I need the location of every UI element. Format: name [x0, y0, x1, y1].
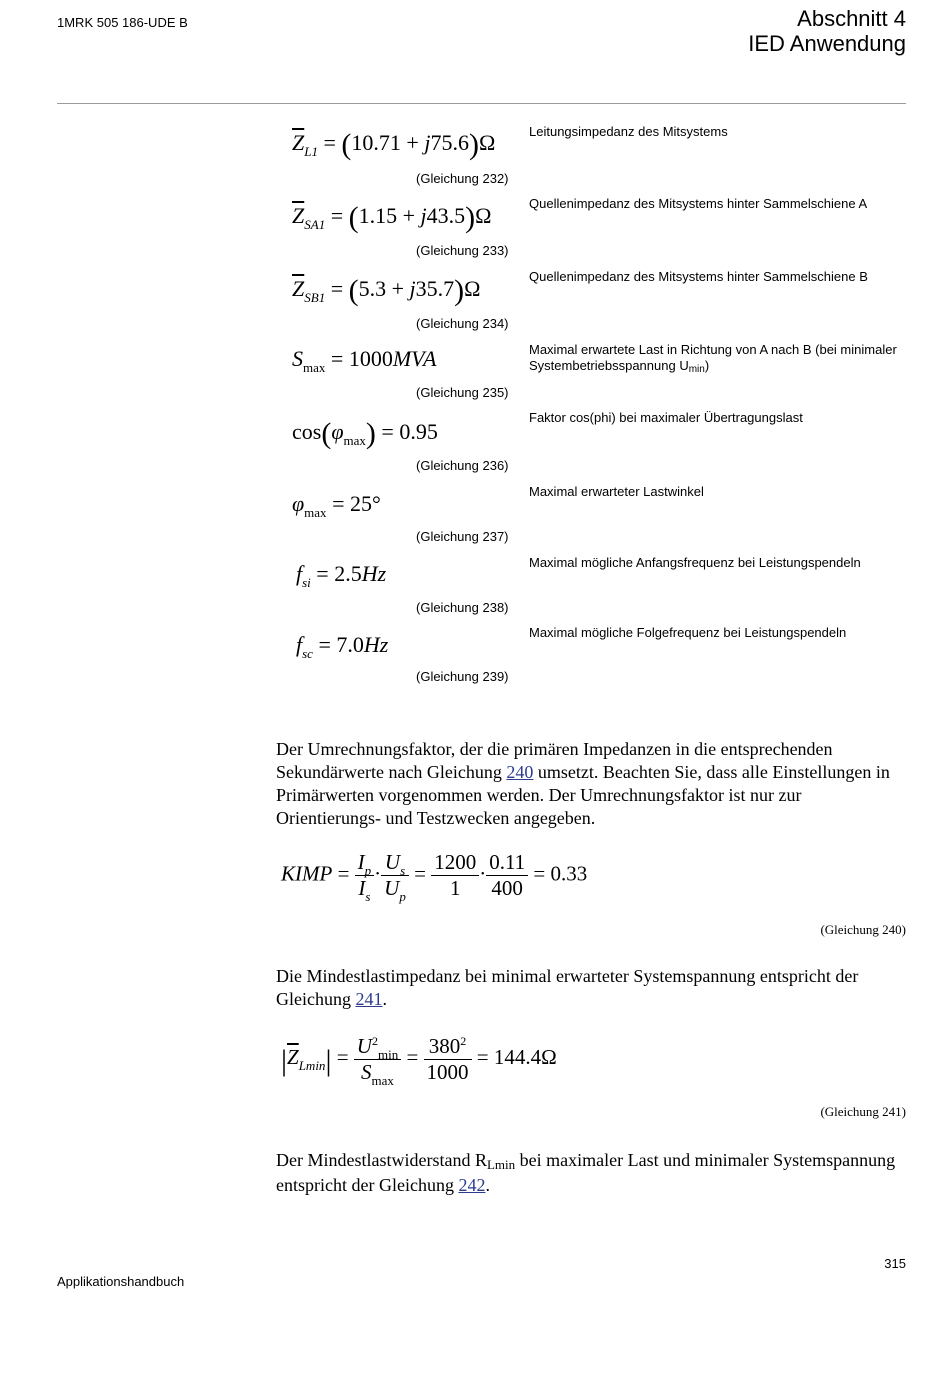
paragraph-conversion-factor: Der Umrechnungsfaktor, der die primären Impedanzen in die entsprechenden Sekundärwerte nach Gleichung 240 umsetzt. Beachten Sie, dass alle Einstellungen in Primärwerten vorgenommen werden. Der Umrechnungsfaktor ist nur zur Orientierungs- und Testzwecken angegeben. — [276, 739, 890, 828]
equation-235-description: Maximal erwartete Last in Richtung von A nach B (bei minimaler Systembetriebsspannung $U_{min}$) — [529, 342, 897, 375]
equation-240: KIMP = $\frac{I_p}{I_s}$ · $\frac{U_s}{U_p}$ = $\frac{1200}{1}$ · $\frac{0.11}{400}$ = 0.33 — [281, 850, 588, 904]
link-equation-240[interactable]: 240 — [506, 762, 534, 782]
link-equation-241[interactable]: 241 — [355, 989, 383, 1009]
equation-241-label: (Gleichung 241) — [820, 1104, 906, 1119]
equation-235-label: (Gleichung 235) — [416, 385, 509, 400]
equation-239: $f_{sc} = 7.0Hz$ — [296, 632, 389, 661]
footer-manual-name: Applikationshandbuch — [57, 1274, 185, 1289]
paragraph-min-load-resistance: Der Mindestlastwiderstand $R_{Lmin}$ bei maximaler Last und minimaler Systemspannung entspricht der Gleichung 242. — [276, 1150, 896, 1195]
equation-237: $\varphi_{max} = 25^\circ$ — [292, 491, 381, 520]
equation-236: $\cos(\varphi_{max}) = 0.95$ — [292, 417, 438, 450]
section-title: IED Anwendung — [748, 31, 906, 56]
equation-239-description: Maximal mögliche Folgefrequenz bei Leistungspendeln — [529, 625, 847, 640]
equation-241: $|\overline{Z}_{Lmin}|$ = $\frac{U^2_{min}}{S_{max}}$ = $\frac{380^2}{1000}$ = 144.4Ω — [281, 1034, 557, 1088]
equation-233-description: Quellenimpedanz des Mitsystems hinter Sammelschiene A — [529, 196, 868, 211]
equation-237-description: Maximal erwarteter Lastwinkel — [529, 484, 704, 499]
equation-238: $f_{si} = 2.5Hz$ — [296, 561, 387, 590]
paragraph-min-load-impedance: Die Mindestlastimpedanz bei minimal erwarteter Systemspannung entspricht der Gleichung 241. — [276, 966, 859, 1009]
equation-238-description: Maximal mögliche Anfangsfrequenz bei Leistungspendeln — [529, 555, 861, 570]
section-number: Abschnitt 4 — [797, 6, 906, 31]
equation-232: $\overline{Z}_{L1} = (10.71 + j75.6)\Omega$ — [292, 128, 496, 161]
link-equation-242[interactable]: 242 — [458, 1175, 486, 1195]
equation-234: $\overline{Z}_{SB1} = (5.3 + j35.7)\Omega$ — [292, 274, 481, 307]
equation-234-description: Quellenimpedanz des Mitsystems hinter Sammelschiene B — [529, 269, 868, 284]
equation-239-label: (Gleichung 239) — [416, 669, 509, 684]
equation-232-label: (Gleichung 232) — [416, 171, 509, 186]
equation-233-label: (Gleichung 233) — [416, 243, 509, 258]
equation-233: $\overline{Z}_{SA1} = (1.15 + j43.5)\Omega$ — [292, 201, 492, 234]
page-number: 315 — [884, 1256, 906, 1271]
equation-232-description: Leitungsimpedanz des Mitsystems — [529, 124, 728, 139]
equation-236-label: (Gleichung 236) — [416, 458, 509, 473]
equation-240-label: (Gleichung 240) — [820, 922, 906, 937]
equation-238-label: (Gleichung 238) — [416, 600, 509, 615]
equation-234-label: (Gleichung 234) — [416, 316, 509, 331]
equation-236-description: Faktor cos(phi) bei maximaler Übertragungslast — [529, 410, 803, 425]
equation-235: $S_{max} = 1000MVA$ — [292, 346, 437, 375]
header-divider — [57, 103, 906, 104]
equation-237-label: (Gleichung 237) — [416, 529, 509, 544]
document-id: 1MRK 505 186-UDE B — [57, 15, 188, 30]
